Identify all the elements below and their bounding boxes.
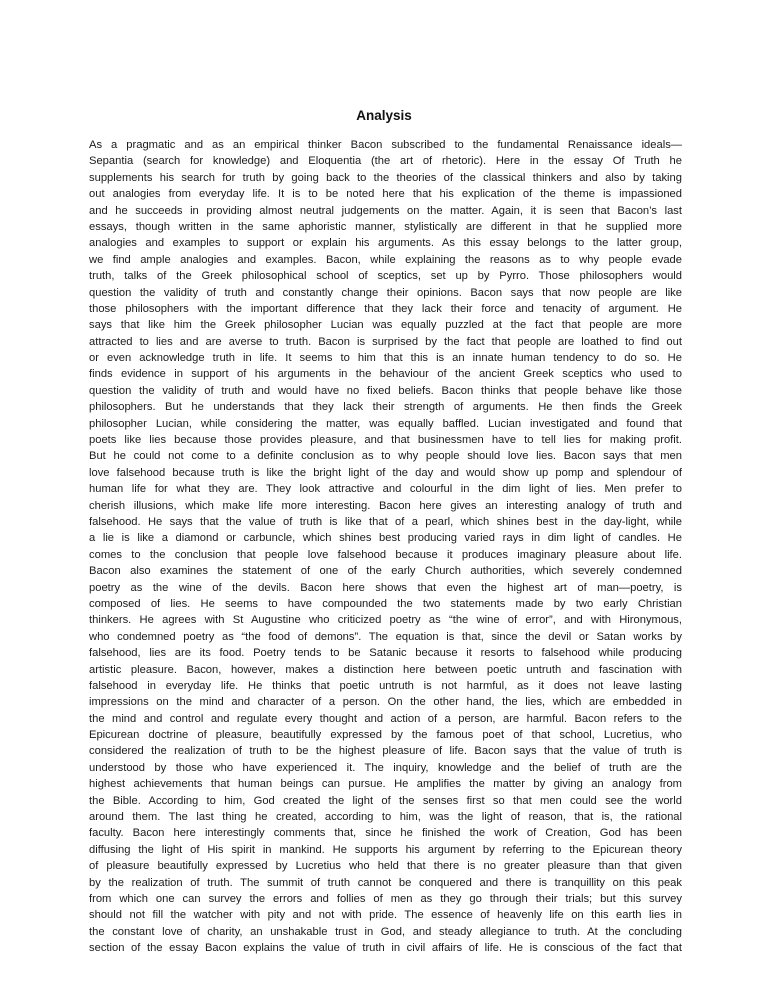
text-line: composed of lies. He seems to have compounded the two statements made by two early Christian xyxy=(89,597,682,610)
text-line: the constant love of charity, an unshakable trust in God, and steady allegiance to truth. At the concluding xyxy=(89,925,682,938)
text-line: the Bible. According to him, God created the light of the senses first so that men could see the world xyxy=(89,794,682,807)
text-line: or even acknowledge truth in life. It seems to him that this is an innate human tendency to do so. He xyxy=(89,352,682,365)
text-line: human life for what they are. They look attractive and colourful in the dim light of lies. Men prefer to xyxy=(89,483,682,496)
text-line: analogies and examples to support or explain his arguments. As this essay belongs to the latter group, xyxy=(89,237,682,250)
text-line: truth, talks of the Greek philosophical school of sceptics, set up by Pyrro. Those philosophers would xyxy=(89,270,682,283)
text-line: love falsehood because truth is like the bright light of the day and would show up pomp and splendour of xyxy=(89,466,682,479)
text-line: poets like lies because those provides pleasure, and that businessmen have to tell lies for making profit. xyxy=(89,434,682,447)
text-line: considered the realization of truth to be the highest pleasure of life. Bacon says that the value of truth is xyxy=(89,745,682,758)
text-line: philosopher Lucian, while considering the matter, was equally baffled. Lucian investigated and found that xyxy=(89,417,682,430)
text-line: essays, though written in the same aphoristic manner, stylistically are different in that he supplied more xyxy=(89,220,682,233)
text-line: falsehood. He says that the value of truth is like that of a pearl, which shines best in the day-light, while xyxy=(89,515,682,528)
text-line: question the validity of truth and constantly change their opinions. Bacon says that now people are like xyxy=(89,286,682,299)
text-line: a lie is like a diamond or carbuncle, which shines best producing varied rays in dim light of candles. He xyxy=(89,532,682,545)
text-line: we find ample analogies and examples. Bacon, while explaining the reasons as to why people evade xyxy=(89,253,682,266)
text-line: out analogies from everyday life. It is to be noted here that his explication of the theme is impassioned xyxy=(89,188,682,201)
text-line: supplements his search for truth by going back to the theories of the classical thinkers and also by taking xyxy=(89,171,682,184)
text-line: finds evidence in support of his arguments in the behaviour of the ancient Greek sceptics who used to xyxy=(89,368,682,381)
text-line: understood by those who have experienced it. The inquiry, knowledge and the belief of truth are the xyxy=(89,761,682,774)
text-line: those philosophers with the important difference that they lack their force and tenacity of argument. He xyxy=(89,302,682,315)
text-line: faculty. Bacon here interestingly comments that, since he finished the work of Creation, God has been xyxy=(89,827,682,840)
text-line: falsehood, lies are its food. Poetry tends to be Satanic because it resorts to falsehood while producing xyxy=(89,647,682,660)
text-line: cherish illusions, which make life more interesting. Bacon here gives an interesting analogy of truth and xyxy=(89,499,682,512)
text-line: Bacon also examines the statement of one of the early Church authorities, which severely condemned xyxy=(89,565,682,578)
text-line: the mind and control and regulate every thought and action of a person, are harmful. Bacon refers to the xyxy=(89,712,682,725)
text-line: of pleasure beautifully expressed by Lucretius who held that there is no greater pleasure than that given xyxy=(89,860,682,873)
text-line: Epicurean doctrine of pleasure, beautifully expressed by the famous poet of that school, Lucretius, who xyxy=(89,729,682,742)
text-line: As a pragmatic and as an empirical thinker Bacon subscribed to the fundamental Renaissance ideals— xyxy=(89,139,682,151)
page-title: Analysis xyxy=(356,108,412,123)
text-line: impressions on the mind and character of a person. On the other hand, the lies, which are embedded in xyxy=(89,696,682,709)
text-line: says that like him the Greek philosopher Lucian was equally puzzled at the fact that people are more xyxy=(89,319,682,332)
text-line: artistic pleasure. Bacon, however, makes a distinction here between poetic untruth and fascination with xyxy=(89,663,682,676)
text-line: section of the essay Bacon explains the value of truth in civil affairs of life. He is conscious of the fact that xyxy=(89,942,682,955)
text-line: highest achievements that human beings can pursue. He amplifies the matter by giving an analogy from xyxy=(89,778,682,791)
text-line: comes to the conclusion that people love falsehood because it produces imaginary pleasure about life. xyxy=(89,548,682,561)
text-line: from which one can survey the errors and follies of men as they go through their trials; but this survey xyxy=(89,892,682,905)
text-line: falsehood in everyday life. He thinks that poetic untruth is not harmful, as it does not leave lasting xyxy=(89,679,682,692)
text-line: and he succeeds in providing almost neutral judgements on the matter. Again, it is seen that Bacon’s last xyxy=(89,204,682,217)
text-line: poetry as the wine of the devils. Bacon here shows that even the highest art of man—poetry, is xyxy=(89,581,682,594)
text-line: But he could not come to a definite conclusion as to why people should love lies. Bacon says that men xyxy=(89,450,682,463)
text-line: around them. The last thing he created, according to him, was the light of reason, that is, the rational xyxy=(89,811,682,824)
text-line: philosophers. But he understands that they lack their strength of arguments. He then finds the Greek xyxy=(89,401,682,414)
text-line: question the validity of truth and would have no fixed beliefs. Bacon thinks that people behave like those xyxy=(89,384,682,397)
text-line: should not fill the watcher with pity and not with pride. The essence of heavenly life on this earth lies in xyxy=(89,909,682,922)
text-line: attracted to lies and are averse to truth. Bacon is surprised by the fact that people are loathed to find out xyxy=(89,335,682,348)
text-line: Sepantia (search for knowledge) and Eloquentia (the art of rhetoric). Here in the essay Of Truth he xyxy=(89,155,682,168)
text-line: by the realization of truth. The summit of truth cannot be conquered and there is tranquillity on this peak xyxy=(89,876,682,889)
text-line: who condemned poetry as “the food of demons”. The equation is that, since the devil or Satan works by xyxy=(89,630,682,643)
text-line: diffusing the light of His spirit in mankind. He supports his argument by referring to the Epicurean theory xyxy=(89,843,682,856)
text-line: thinkers. He agrees with St Augustine who criticized poetry as “the wine of error”, and with Hironymous, xyxy=(89,614,682,627)
body-paragraph xyxy=(89,137,682,957)
